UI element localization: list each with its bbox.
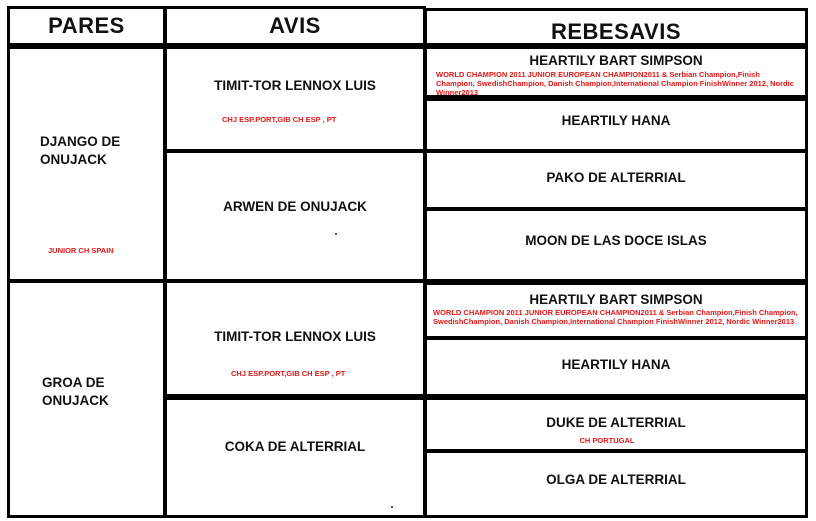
rebesavis-cell-4 <box>424 208 808 282</box>
avis-cell-2 <box>164 150 426 282</box>
rebesavis-cell-6 <box>424 337 808 397</box>
header-pares <box>7 6 166 46</box>
stray-dot <box>391 506 393 508</box>
avis-name: ARWEN DE ONUJACK <box>223 199 367 214</box>
rebesavis-cell-7 <box>424 397 808 452</box>
avis-cell-3 <box>164 280 426 397</box>
avis-name: COKA DE ALTERRIAL <box>224 439 366 454</box>
rebesavis-title: WORLD CHAMPION 2011 JUNIOR EUROPEAN CHAMPION2011 & Serbian Champion,Finish Champion, SwedishChampion, Danish Champion,International Champion FinishWinner 2012, Nordic Winner2013 <box>436 70 794 97</box>
rebesavis-cell-3 <box>424 150 808 210</box>
rebesavis-name: HEARTILY BART SIMPSON <box>529 292 703 307</box>
header-pares-label: PARES <box>48 13 125 38</box>
avis-title: CHJ ESP.PORT,GIB CH ESP , PT <box>222 115 337 124</box>
rebesavis-title: WORLD CHAMPION 2011 JUNIOR EUROPEAN CHAMPION2011 & Serbian Champion,Finish Champion, SwedishChampion, Danish Champion,International Champion FinishWinner 2012, Nordic Winner2013 <box>433 308 798 326</box>
header-rebesavis-label: REBESAVIS <box>550 19 681 44</box>
pares-name: DJANGO DE ONUJACK <box>40 134 121 167</box>
rebesavis-name: DUKE DE ALTERRIAL <box>546 415 686 430</box>
avis-cell-4 <box>164 397 426 518</box>
avis-title: CHJ ESP.PORT,GIB CH ESP , PT <box>231 369 346 378</box>
rebesavis-cell-2 <box>424 98 808 152</box>
stray-dot <box>335 233 337 235</box>
header-avis <box>164 6 426 46</box>
rebesavis-cell-8 <box>424 450 808 518</box>
rebesavis-name: MOON DE LAS DOCE ISLAS <box>525 233 707 248</box>
rebesavis-cell-5 <box>424 282 808 339</box>
rebesavis-name: HEARTILY HANA <box>561 113 671 128</box>
header-avis-label: AVIS <box>269 13 321 38</box>
avis-name: TIMIT-TOR LENNOX LUIS <box>214 78 376 93</box>
avis-cell-1 <box>164 46 426 152</box>
rebesavis-cell-1 <box>424 46 808 98</box>
pares-title: JUNIOR CH SPAIN <box>48 246 114 255</box>
pares-cell-1 <box>7 46 166 282</box>
rebesavis-name: HEARTILY HANA <box>561 357 671 372</box>
pares-cell-2 <box>7 280 166 518</box>
pares-name: GROA DE ONUJACK <box>42 375 109 408</box>
rebesavis-name: OLGA DE ALTERRIAL <box>546 472 686 487</box>
rebesavis-title: CH PORTUGAL <box>579 436 635 445</box>
rebesavis-name: HEARTILY BART SIMPSON <box>529 53 703 68</box>
rebesavis-name: PAKO DE ALTERRIAL <box>546 170 686 185</box>
header-rebesavis <box>424 8 808 46</box>
avis-name: TIMIT-TOR LENNOX LUIS <box>214 329 376 344</box>
